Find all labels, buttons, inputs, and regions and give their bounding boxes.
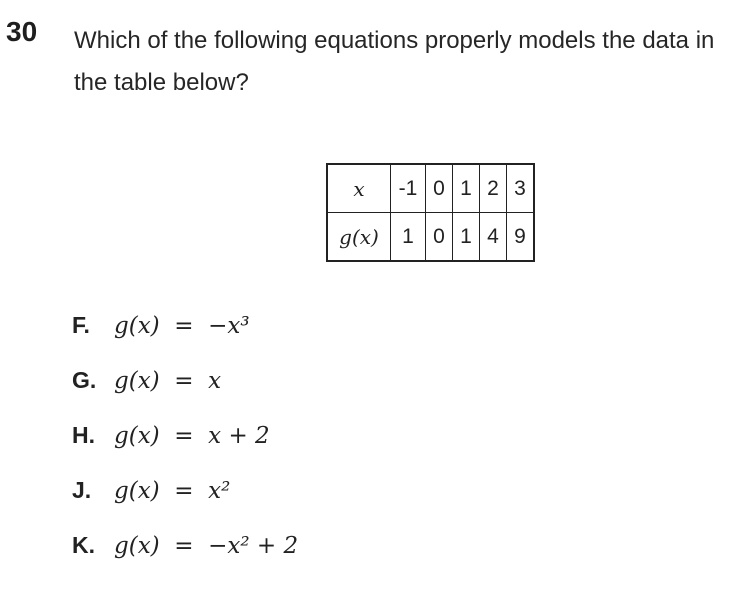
choice-f[interactable] xyxy=(72,298,298,353)
table-row-g xyxy=(327,213,534,262)
choice-letter: K. xyxy=(72,532,95,558)
table-header-g: g(x) xyxy=(327,213,391,262)
table-cell-x: 1 xyxy=(453,164,480,213)
choice-equation: g(x) = x² xyxy=(114,477,231,504)
table-cell-g: 1 xyxy=(453,213,480,262)
table-cell-g: 0 xyxy=(426,213,453,262)
choice-g[interactable] xyxy=(72,353,298,408)
choice-equation: g(x) = x xyxy=(114,367,222,394)
choice-equation: g(x) = x + 2 xyxy=(114,422,270,449)
table-cell-g: 1 xyxy=(391,213,426,262)
choice-equation: g(x) = −x² + 2 xyxy=(114,532,299,559)
choice-j[interactable] xyxy=(72,463,298,518)
question-number: 30 xyxy=(6,16,38,47)
table-row-x xyxy=(327,164,534,213)
choice-equation: g(x) = −x³ xyxy=(114,312,250,339)
answer-choices xyxy=(72,298,298,573)
choice-letter: H. xyxy=(72,422,95,448)
table-header-x: x xyxy=(327,164,391,213)
table-cell-g: 4 xyxy=(480,213,507,262)
table-cell-x: -1 xyxy=(391,164,426,213)
choice-letter: G. xyxy=(72,367,97,393)
choice-k[interactable] xyxy=(72,518,298,573)
choice-letter: F. xyxy=(72,312,90,338)
table-cell-x: 3 xyxy=(507,164,535,213)
choice-letter: J. xyxy=(72,477,92,503)
data-table xyxy=(326,163,535,262)
table-cell-x: 0 xyxy=(426,164,453,213)
table-cell-x: 2 xyxy=(480,164,507,213)
choice-h[interactable] xyxy=(72,408,298,463)
question-text: Which of the following equations properly models the data in the table below? xyxy=(74,27,715,96)
table-cell-g: 9 xyxy=(507,213,535,262)
